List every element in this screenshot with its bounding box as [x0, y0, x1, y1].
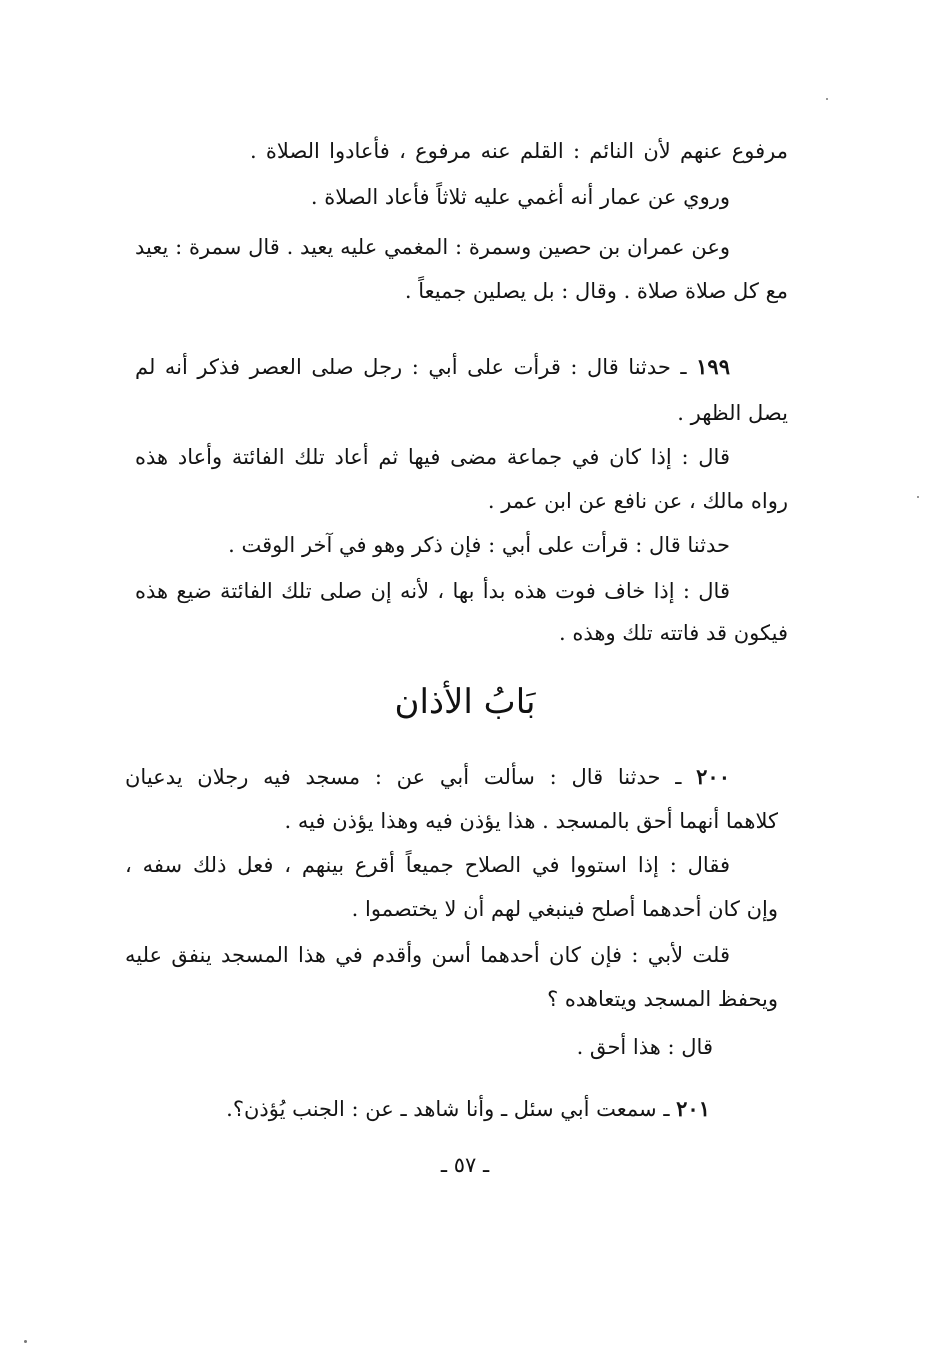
text-line: فقال : إذا استووا في الصلاح جميعاً أقرع بينهم ، فعل ذلك سفه ، [125, 853, 730, 877]
scan-speck [24, 1340, 27, 1343]
text-line: قال : إذا كان في جماعة مضى فيها ثم أعاد تلك الفائتة وأعاد هذه [135, 445, 730, 469]
text-line: قال : إذا خاف فوت هذه بدأ بها ، لأنه إن صلى تلك الفائتة ضيع هذه [135, 579, 730, 603]
hadith-number: ٢٠٠ [696, 764, 730, 789]
text-line: حدثنا قال : قرأت على أبي : فإن ذكر وهو في آخر الوقت . [228, 533, 730, 557]
text-line: كلاهما أنهما أحق بالمسجد . هذا يؤذن فيه وهذا يؤذن فيه . [284, 809, 778, 833]
text-line: فيكون قد فاتته تلك وهذه . [559, 621, 788, 645]
hadith-number: ١٩٩ [696, 354, 730, 379]
hadith-number: ٢٠١ [676, 1096, 710, 1121]
text-line: قال : هذا أحق . [576, 1035, 713, 1059]
text-line: وعن عمران بن حصين وسمرة : المغمي عليه يعيد . قال سمرة : يعيد [135, 235, 730, 259]
text-line: يصل الظهر . [677, 401, 788, 425]
page-number: ـ ٥٧ ـ [440, 1153, 490, 1177]
hadith-text: ـ سمعت أبي سئل ـ وأنا شاهد ـ عن : الجنب يُؤذن؟. [226, 1097, 670, 1121]
scan-speck [826, 98, 828, 100]
text-line: ويحفظ المسجد ويتعاهده ؟ [547, 987, 778, 1011]
hadith-199-line [135, 352, 730, 382]
hadith-201-line [198, 1094, 710, 1124]
text-line: قلت لأبي : فإن كان أحدهما أسن وأقدم في هذا المسجد ينفق عليه [125, 943, 730, 967]
hadith-200-line [125, 762, 730, 792]
scan-speck [917, 496, 919, 498]
hadith-text: ـ حدثنا قال : قرأت على أبي : رجل صلى العصر فذكر أنه لم [135, 355, 687, 379]
text-line: مرفوع عنهم لأن النائم : القلم عنه مرفوع ، فأعادوا الصلاة . [250, 139, 788, 163]
text-line: مع كل صلاة صلاة . وقال : بل يصلين جميعاً . [404, 279, 788, 303]
text-line: رواه مالك ، عن نافع عن ابن عمر . [487, 489, 788, 513]
text-line: وإن كان أحدهما أصلح فينبغي لهم أن لا يختصموا . [351, 897, 778, 921]
text-line: وروي عن عمار أنه أغمي عليه ثلاثاً فأعاد الصلاة . [310, 185, 730, 209]
chapter-heading: بَابُ الأذان [394, 682, 536, 722]
hadith-text: ـ حدثنا قال : سألت أبي عن : مسجد فيه رجلان يدعيان [125, 765, 682, 789]
